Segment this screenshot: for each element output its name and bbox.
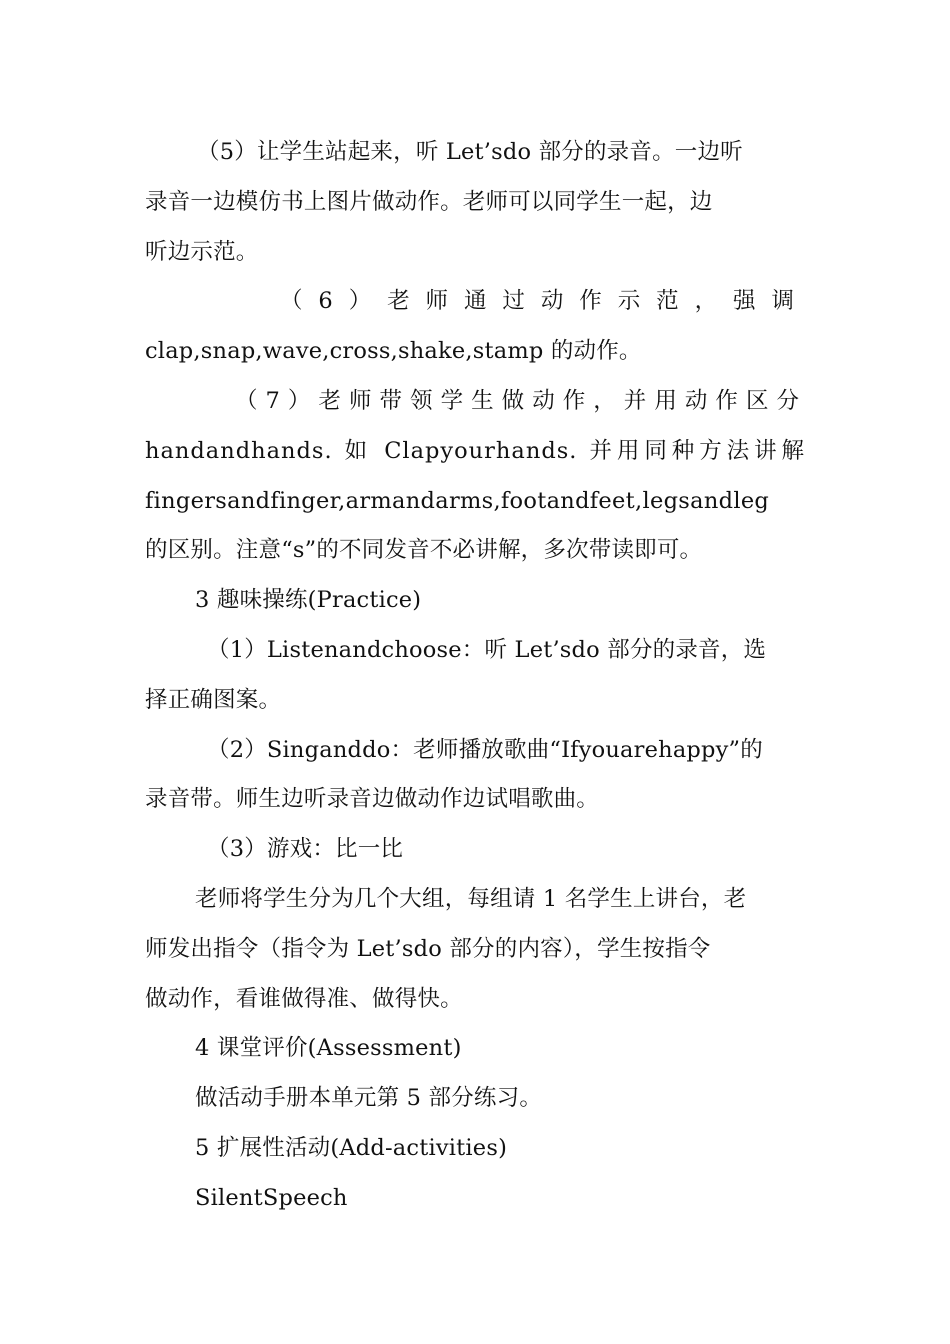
text-line: 听边示范。 [145, 238, 259, 265]
text-line: 4 课堂评价(Assessment) [195, 1035, 462, 1062]
text-line: 录音一边模仿书上图片做动作。老师可以同学生一起，边 [145, 188, 713, 215]
section-heading-add-activities [145, 1124, 805, 1174]
paragraph-practice-2 [145, 726, 805, 826]
text-line: （7）老师带领学生做动作，并用动作区分 [235, 387, 805, 414]
text-line: （2）Singanddo：老师播放歌曲“Ifyouarehappy”的 [207, 736, 763, 763]
text-line: 择正确图案。 [145, 686, 282, 713]
text-line: 的区别。注意“s”的不同发音不必讲解，多次带读即可。 [145, 537, 703, 564]
paragraph-assessment [145, 1074, 805, 1124]
paragraph-practice-1 [145, 626, 805, 726]
text-line: （1）Listenandchoose：听 Let’sdo 部分的录音，选 [207, 636, 767, 663]
paragraph-step-5 [145, 128, 805, 277]
text-line: （3）游戏：比一比 [207, 836, 404, 863]
text-line: clap,snap,wave,cross,shake,stamp 的动作。 [145, 338, 642, 365]
document-body [145, 128, 805, 1224]
paragraph-step-7 [145, 377, 805, 576]
text-line: 做动作，看谁做得准、做得快。 [145, 985, 463, 1012]
text-line: 师发出指令（指令为 Let’sdo 部分的内容），学生按指令 [145, 935, 711, 962]
section-heading-practice [145, 576, 805, 626]
text-line: SilentSpeech [195, 1184, 348, 1211]
text-line: 3 趣味操练(Practice) [195, 587, 422, 614]
text-line: 做活动手册本单元第 5 部分练习。 [195, 1085, 543, 1112]
paragraph-silent-speech [145, 1174, 805, 1224]
text-line: 录音带。师生边听录音边做动作边试唱歌曲。 [145, 786, 600, 813]
paragraph-practice-3 [145, 825, 805, 875]
text-line: fingersandfinger,armandarms,footandfeet,legsandleg [145, 487, 770, 514]
text-line: handandhands. 如 Clapyourhands. 并用同种方法讲解 [145, 437, 805, 464]
paragraph-step-6 [145, 277, 805, 377]
text-line: （5）让学生站起来，听 Let’sdo 部分的录音。一边听 [197, 139, 743, 165]
text-line: 5 扩展性活动(Add-activities) [195, 1134, 508, 1161]
text-line: 老师将学生分为几个大组，每组请 1 名学生上讲台，老 [195, 885, 747, 912]
section-heading-assessment [145, 1024, 805, 1074]
text-line: （6）老师通过动作示范，强调 [280, 288, 805, 315]
paragraph-game-description [145, 875, 805, 1024]
